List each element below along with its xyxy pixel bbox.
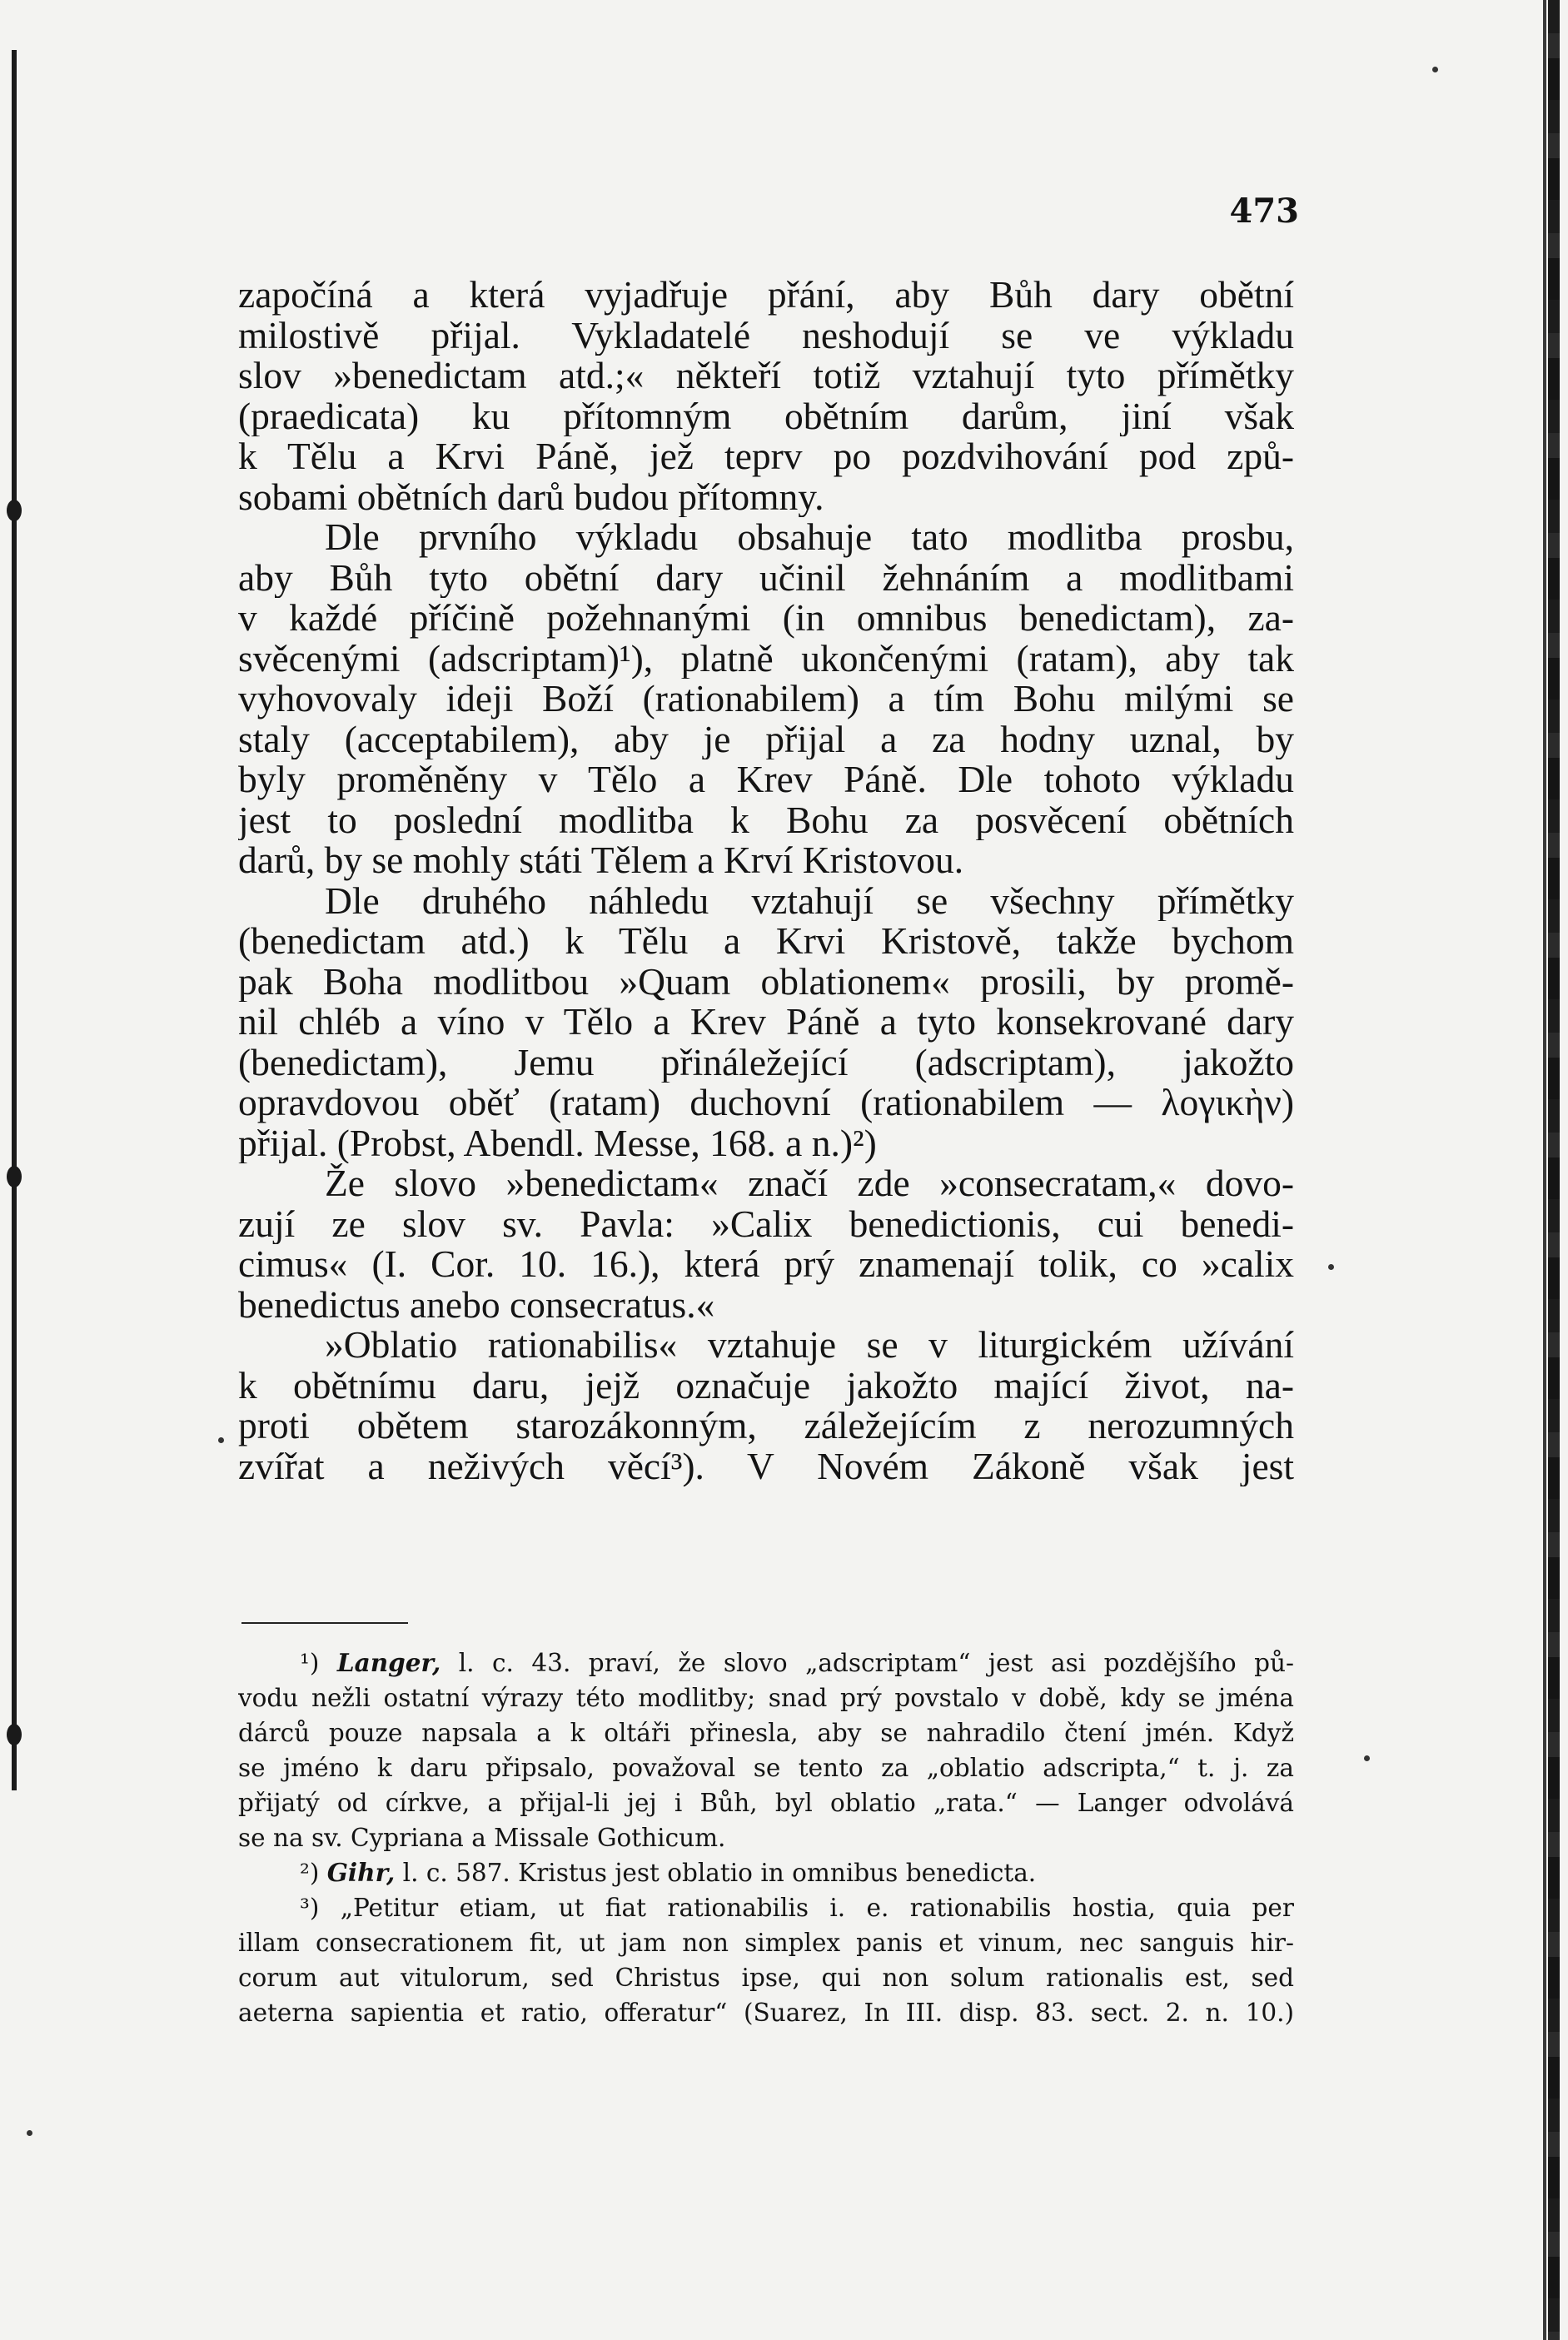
footnote-line <box>238 1855 1294 1890</box>
footnotes <box>238 1645 1294 2030</box>
scan-left-edge <box>12 50 17 1790</box>
text-line: milostivě přijal. Vykladatelé neshodují se ve výkladu <box>238 315 1294 356</box>
text-line: pak Boha modlitbou »Quam oblationem« prosili, by promě- <box>238 961 1294 1002</box>
text-line: (benedictam), Jemu přináležející (adscriptam), jakožto <box>238 1042 1294 1083</box>
text-line: staly (acceptabilem), aby je přijal a za hodny uznal, by <box>238 719 1294 759</box>
scan-binding-mark <box>7 1724 22 1745</box>
footnote-line: illam consecrationem fit, ut jam non simplex panis et vinum, nec sanguis hir- <box>238 1929 1294 1957</box>
footnote-author: Gihr, <box>326 1858 396 1887</box>
scan-binding-mark <box>7 500 22 521</box>
text-line: sobami obětních darů budou přítomny. <box>238 476 824 517</box>
text-line: byly proměněny v Tělo a Krev Páně. Dle tohoto výkladu <box>238 759 1294 800</box>
text-line: vyhovovaly ideji Boží (rationabilem) a tím Bohu milými se <box>238 679 1294 719</box>
text-line: benedictus anebo consecratus.« <box>238 1284 715 1325</box>
text-line: proti obětem starozákonným, záležejícím z nerozumných <box>238 1406 1294 1446</box>
footnote-text: l. c. 587. Kristus jest oblatio in omnibus benedicta. <box>402 1859 1037 1887</box>
footnote-line: dárců pouze napsala a k oltáři přinesla, aby se nahradilo čtení jmén. Když <box>238 1719 1294 1747</box>
text-line: přijal. (Probst, Abendl. Messe, 168. a n.)²) <box>238 1123 877 1163</box>
text-line: svěcenými (adscriptam)¹), platně ukončenými (ratam), aby tak <box>238 638 1294 679</box>
text-line: slov »benedictam atd.;« někteří totiž vztahují tyto přímětky <box>238 356 1294 396</box>
text-line: cimus« (I. Cor. 10. 16.), která prý znamenají tolik, co »calix <box>238 1244 1294 1285</box>
text-line: Dle druhého náhledu vztahují se všechny přímětky <box>325 880 1294 921</box>
scan-right-edge <box>1548 0 1560 2340</box>
footnote-marker: ³) <box>300 1894 320 1922</box>
footnote-marker: ¹) <box>300 1649 320 1677</box>
body-text <box>238 275 1294 1486</box>
scan-right-edge-inner <box>1543 0 1546 2340</box>
scan-binding-mark <box>7 1166 22 1187</box>
text-line: Dle prvního výkladu obsahuje tato modlitba prosbu, <box>325 517 1294 558</box>
footnote-separator <box>241 1622 408 1624</box>
footnote-line: vodu nežli ostatní výrazy této modlitby; snad prý povstalo v době, kdy se jména <box>238 1684 1294 1712</box>
footnote-text: „Petitur etiam, ut fiat rationabilis i. e. rationabilis hostia, quia per <box>340 1894 1294 1922</box>
footnote-line: aeterna sapientia et ratio, offeratur“ (Suarez, In III. disp. 83. sect. 2. n. 10.) <box>238 1999 1294 2027</box>
text-line: jest to poslední modlitba k Bohu za posvěcení obětních <box>238 799 1294 840</box>
footnote-line: přijatý od církve, a přijal-li jej i Bůh, byl oblatio „rata.“ — Langer odvolává <box>238 1789 1294 1817</box>
text-line: (benedictam atd.) k Tělu a Krvi Kristově, takže bychom <box>238 921 1294 962</box>
text-line: (praedicata) ku přítomným obětním darům, jiní však <box>238 396 1294 436</box>
page-number: 473 <box>1229 192 1299 231</box>
scan-speck <box>1328 1264 1334 1270</box>
text-line: Že slovo »benedictam« značí zde »consecratam,« dovo- <box>325 1163 1294 1204</box>
text-line: započíná a která vyjadřuje přání, aby Bůh dary obětní <box>238 275 1294 316</box>
footnote-marker: ²) <box>300 1859 320 1887</box>
footnote-text: l. c. 43. praví, že slovo „adscriptam“ jest asi pozdějšího pů- <box>458 1649 1294 1677</box>
text-line: aby Bůh tyto obětní dary učinil žehnáním a modlitbami <box>238 557 1294 598</box>
text-line: zvířat a neživých věcí³). V Novém Zákoně však jest <box>238 1446 1294 1486</box>
text-line: k obětnímu daru, jejž označuje jakožto mající život, na- <box>238 1365 1294 1406</box>
text-line: v každé příčině požehnanými (in omnibus benedictam), za- <box>238 598 1294 639</box>
footnote-line: se jméno k daru připsalo, považoval se tento za „oblatio adscripta,“ t. j. za <box>238 1754 1294 1782</box>
scan-speck <box>1364 1755 1370 1761</box>
scan-speck <box>218 1437 224 1443</box>
text-line: nil chléb a víno v Tělo a Krev Páně a tyto konsekrované dary <box>238 1002 1294 1043</box>
footnote-line <box>238 1890 1294 1925</box>
scan-speck <box>1432 67 1438 72</box>
scan-speck <box>27 2130 32 2136</box>
footnote-author: Langer, <box>336 1648 441 1677</box>
footnote-line <box>238 1645 1294 1680</box>
text-line: k Tělu a Krvi Páně, jež teprv po pozdvihování pod způ- <box>238 436 1294 477</box>
footnote-line: corum aut vitulorum, sed Christus ipse, qui non solum rationalis est, sed <box>238 1964 1294 1992</box>
text-line: »Oblatio rationabilis« vztahuje se v liturgickém užívání <box>325 1325 1294 1366</box>
text-line: darů, by se mohly státi Tělem a Krví Kristovou. <box>238 840 964 881</box>
footnote-line: se na sv. Cypriana a Missale Gothicum. <box>238 1824 726 1852</box>
text-line: opravdovou oběť (ratam) duchovní (rationabilem — λογικὴν) <box>238 1083 1294 1123</box>
text-line: zují ze slov sv. Pavla: »Calix benedictionis, cui benedi- <box>238 1203 1294 1244</box>
